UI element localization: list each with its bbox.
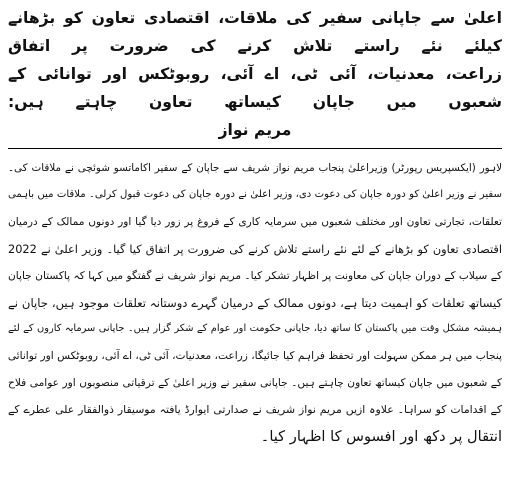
body-line-7: ہمیشہ مشکل وقت میں پاکستان کا ساتھ دیا، جاپانی حکومت اور عوام کے شکر گزار ہیں۔ جاپانی سرمایہ کاروں کے لئے xyxy=(8,323,502,335)
body-line-4: اقتصادی تعاون کو بڑھانے کے لئے نئے راستے تلاش کرنے کی ضرورت پر اتفاق کیا گیا۔ وزیر اعلیٰ نے 2022 xyxy=(8,241,502,256)
body-line-1: لاہور (ایکسپریس رپورٹر) وزیراعلیٰ پنجاب مریم نواز شریف سے جاپان کے سفیر اکاماتسو شوئچی نے ملاقات کی۔ xyxy=(8,162,502,174)
divider-rule xyxy=(8,148,502,149)
body-line-2: سفیر نے وزیر اعلیٰ کو دورہ جاپان کی دعوت دی، وزیر اعلیٰ نے دورہ جاپان کی دعوت قبول کرلی۔ ملاقات میں باہمی xyxy=(8,188,502,200)
article-body xyxy=(8,155,502,451)
body-line-3: تعلقات، تجارتی تعاون اور مختلف شعبوں میں سرمایہ کاری کے فروغ پر زور دیا گیا اور دونوں ممالک کے درمیان xyxy=(8,215,502,228)
headline-line-2: زراعت، معدنیات، آئی ٹی، اے آئی، روبوٹکس اور توانائی کے شعبوں میں جاپان کیساتھ تعاون چاہتے ہیں: xyxy=(8,65,502,111)
body-line-5: کے سیلاب کے دوران جاپان کی معاونت پر اظہار تشکر کیا۔ مریم نواز شریف نے گفتگو میں کہا کہ پاکستان جاپان xyxy=(8,269,502,282)
body-line-6: کیساتھ تعلقات کو اہمیت دیتا ہے، دونوں ممالک کے درمیان گہرے دوستانہ تعلقات موجود ہیں، جاپان نے xyxy=(8,295,502,310)
body-line-11: انتقال پر دکھ اور افسوس کا اظہار کیا۔ xyxy=(260,428,502,446)
body-line-9: کے شعبوں میں جاپان کیساتھ تعاون چاہتے ہیں۔ جاپانی سفیر نے وزیر اعلیٰ کے ترقیاتی منصوبوں اور عوامی فلاح xyxy=(8,377,502,390)
body-line-8: پنجاب میں ہر ممکن سہولت اور تحفظ فراہم کیا جائیگا، زراعت، معدنیات، آئی ٹی، اے آئی، روبوٹکس اور توانائی xyxy=(7,350,502,363)
headline-line-1: اعلیٰ سے جاپانی سفیر کی ملاقات، اقتصادی تعاون کو بڑھانے کیلئے نئے راستے تلاش کرنے کی ضرورت پر اتفاق xyxy=(8,9,502,55)
byline: مریم نواز xyxy=(218,121,292,139)
body-line-10: کے اقدامات کو سراہا۔ علاوہ ازیں مریم نواز شریف نے صدارتی ایوارڈ یافتہ موسیقار ذوالفقار علی عطرے کے xyxy=(8,403,502,417)
headline xyxy=(8,4,502,116)
